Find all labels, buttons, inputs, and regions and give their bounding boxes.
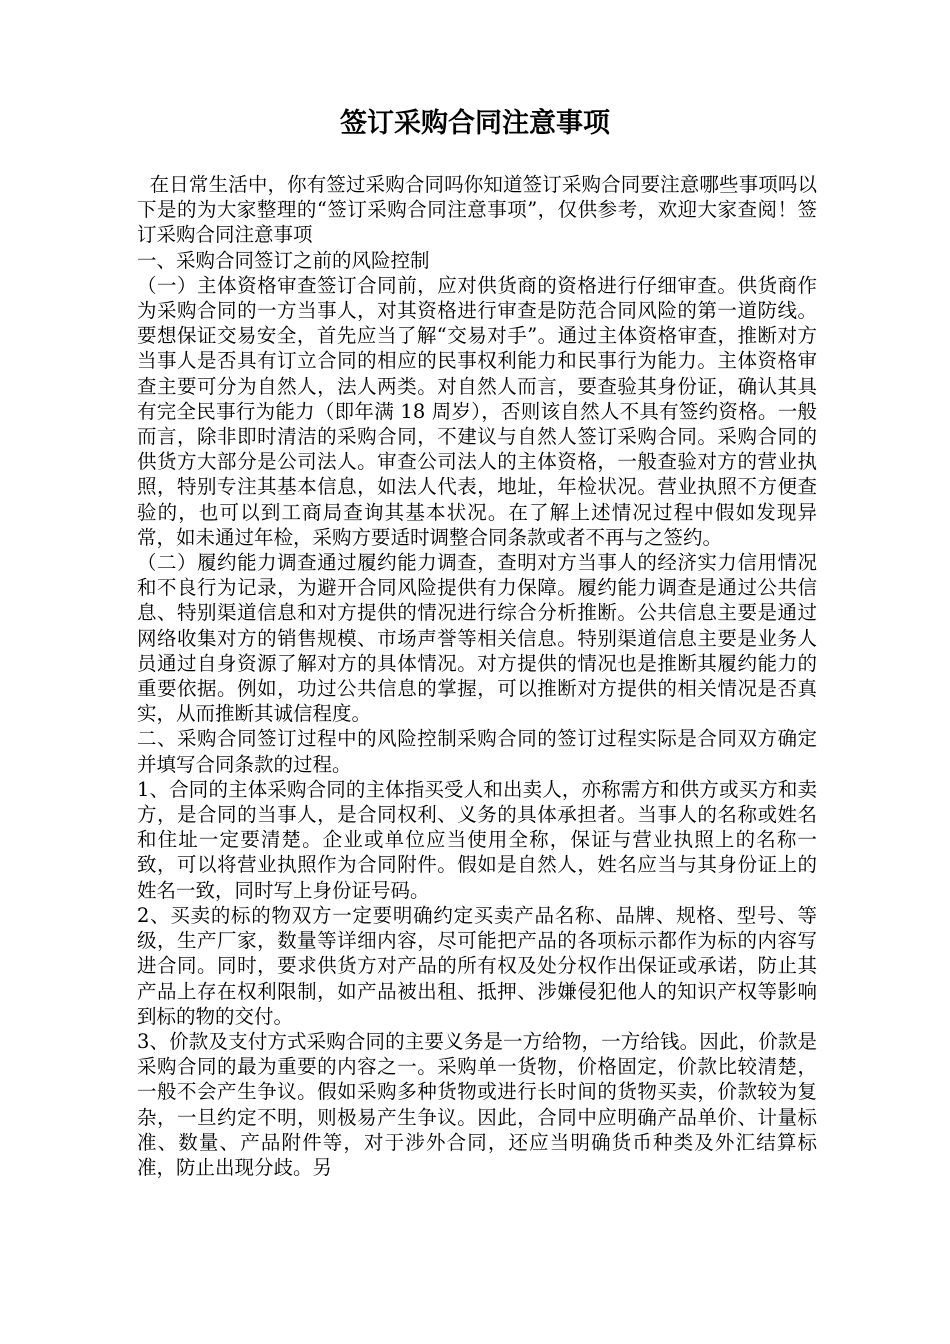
paragraph-subject-matter: 2、买卖的标的物双方一定要明确约定买卖产品名称、品牌、规格、型号、等级，生产厂家，数量等详细内容，尽可能把产品的各项标示都作为标的内容写进合同。同时，要求供货方对产品的所有权及处分权作出保证或承诺，防止其产品上存在权利限制，如产品被出租、抵押、涉嫌侵犯他人的知识产权等影响到标的物的交付。 [137, 903, 817, 1028]
section-heading-1: 一、采购合同签订之前的风险控制 [137, 248, 430, 272]
paragraph-performance-capacity: （二）履约能力调查通过履约能力调查，查明对方当事人的经济实力信用情况和不良行为记录，为避开合同风险提供有力保障。履约能力调查是通过公共信息、特别渠道信息和对方提供的情况进行综合分析推断。公共信息主要是通过网络收集对方的销售规模、市场声誉等相关信息。特别渠道信息主要是业务人员通过自身资源了解对方的具体情况。对方提供的情况也是推断其履约能力的重要依据。例如，功过公共信息的掌握，可以推断对方提供的相关情况是否真实，从而推断其诚信程度。 [137, 551, 817, 726]
section-heading-2: 二、采购合同签订过程中的风险控制采购合同的签订过程实际是合同双方确定并填写合同条款的过程。 [137, 727, 817, 776]
document-title: 签订采购合同注意事项 [340, 108, 610, 139]
intro-paragraph: 在日常生活中，你有签过采购合同吗你知道签订采购合同要注意哪些事项吗以下是的为大家整理的“签订采购合同注意事项”，仅供参考，欢迎大家查阅！签订采购合同注意事项 [137, 173, 817, 247]
paragraph-price-payment: 3、价款及支付方式采购合同的主要义务是一方给物，一方给钱。因此，价款是采购合同的最为重要的内容之一。采购单一货物，价格固定，价款比较清楚，一般不会产生争议。假如采购多种货物或进行长时间的货物买卖，价款较为复杂，一旦约定不明，则极易产生争议。因此，合同中应明确产品单价、计量标准、数量、产品附件等，对于涉外合同，还应当明确货币种类及外汇结算标准，防止出现分歧。另 [137, 1029, 817, 1179]
paragraph-subject-qualification: （一）主体资格审查签订合同前，应对供货商的资格进行仔细审查。供货商作为采购合同的一方当事人，对其资格进行审查是防范合同风险的第一道防线。要想保证交易安全，首先应当了解“交易对手”。通过主体资格审查，推断对方当事人是否具有订立合同的相应的民事权利能力和民事行为能力。主体资格审查主要可分为自然人，法人两类。对自然人而言，要查验其身份证，确认其具有完全民事行为能力（即年满 18 周岁），否则该自然人不具有签约资格。一般而言，除非即时清洁的采购合同，不建议与自然人签订采购合同。采购合同的供货方大部分是公司法人。审查公司法人的主体资格，一般查验对方的营业执照，特别专注其基本信息，如法人代表，地址，年检状况。营业执照不方便查验的，也可以到工商局查询其基本状况。在了解上述情况过程中假如发现异常，如未通过年检，采购方要适时调整合同条款或者不再与之签约。 [137, 273, 817, 549]
document-body [137, 172, 817, 1180]
paragraph-contract-subject: 1、合同的主体采购合同的主体指买受人和出卖人，亦称需方和供方或买方和卖方，是合同的当事人，是合同权利、义务的具体承担者。当事人的名称或姓名和住址一定要清楚。企业或单位应当使用全称，保证与营业执照上的名称一致，可以将营业执照作为合同附件。假如是自然人，姓名应当与其身份证上的姓名一致，同时写上身份证号码。 [137, 777, 817, 902]
